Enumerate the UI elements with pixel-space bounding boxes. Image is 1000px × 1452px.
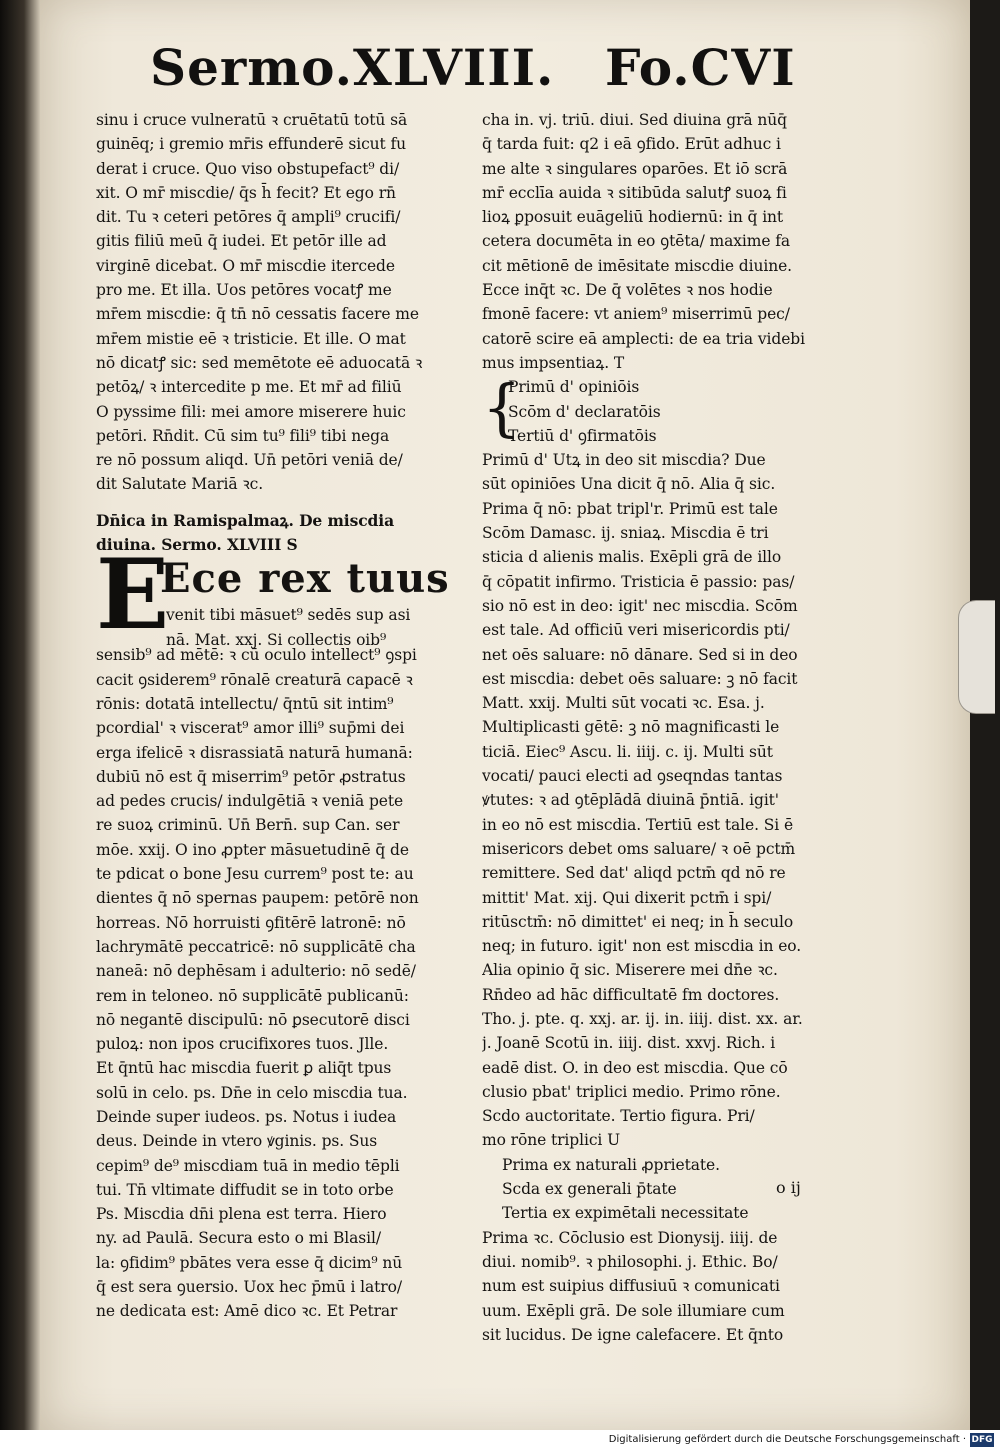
text-line: remittere. Sed dat' aliqd pctm̄ qd nō re xyxy=(482,864,786,883)
reason-item: Tertia ex expimētali necessitate xyxy=(502,1204,749,1223)
text-line: cetera documēta in eo ꝯtēta/ maxime fa xyxy=(482,232,791,251)
division-list xyxy=(482,371,872,448)
text-line: catorē scire eā amplecti: de ea tria videbi xyxy=(482,329,805,348)
text-line: mr̄em mistie eē ꝛ tristicie. Et ille. O mat xyxy=(96,329,406,348)
text-line: neq; in futuro. igit' non est miscdia in eo. xyxy=(482,937,802,956)
text-line: horreas. Nō horruisti ꝯfitērē latronē: nō xyxy=(96,913,406,932)
text-line: me alte ꝛ singulares oparōes. Et iō scrā xyxy=(482,159,788,178)
text-line: dubiū nō est q̄ miserrim⁹ petōr ꝓstratus xyxy=(96,767,406,786)
text-line: Multiplicasti gētē: ꝫ nō magnificasti le xyxy=(482,718,780,737)
right-column-closing-text xyxy=(482,1226,872,1347)
text-line: diui. nomib⁹. ꝛ philosophi. j. Ethic. Bo/ xyxy=(482,1252,778,1271)
binding-edge xyxy=(0,0,40,1430)
text-line: Alia opinio q̄ sic. Miserere mei dn̄e ꝛc. xyxy=(482,961,778,980)
left-text-column xyxy=(96,108,474,1324)
text-line: Tho. j. pte. q. xxj. ar. ij. in. iiij. dist. xx. ar. xyxy=(482,1009,803,1028)
text-line: sio nō est in deo: igit' nec miscdia. Scōm xyxy=(482,596,798,615)
catchword-signature: o ij xyxy=(776,1178,801,1197)
text-line: cepim⁹ de⁹ miscdiam tuā in medio tēpli xyxy=(96,1156,400,1175)
text-line: est miscdia: debet oēs saluare: ꝫ nō facit xyxy=(482,669,798,688)
text-line: te pdicat o bone Jesu currem⁹ post te: au xyxy=(96,865,414,884)
text-line: lioꝝ ꝑposuit euāgeliū hodiernū: in q̄ int xyxy=(482,208,784,227)
text-line: net oēs saluare: nō dānare. Sed si in deo xyxy=(482,645,798,664)
text-line: erga ifelicē ꝛ disrassiatā naturā humanā: xyxy=(96,743,413,762)
text-line: mus impsentiaꝝ. T xyxy=(482,353,625,372)
incipit-large-text: Ece rex tuus xyxy=(160,555,450,603)
text-line: ticiā. Eiec⁹ Ascu. li. iiij. c. ij. Multi sūt xyxy=(482,742,773,761)
left-column-top-text xyxy=(96,108,474,497)
heading-line: diuina. Sermo. XLVIII S xyxy=(96,535,298,555)
division-items xyxy=(508,375,872,448)
text-line: gitis filiū meū q̄ iudei. Et petōr ille ad xyxy=(96,232,387,251)
text-line: dit. Tu ꝛ ceteri petōres q̄ ampli⁹ crucifi/ xyxy=(96,208,401,227)
footer-credit: Digitalisierung gefördert durch die Deutsche Forschungsgemeinschaft · xyxy=(608,1434,966,1445)
text-line: uum. Exēpli grā. De sole illumiare cum xyxy=(482,1301,785,1320)
text-line: q̄ tarda fuit: q2 i eā ꝯfido. Erūt adhuc i xyxy=(482,135,781,154)
text-line: ritūsctm̄: nō dimittet' ei neq; in h̄ seculo xyxy=(482,912,794,931)
text-line: Ps. Miscdia dn̄i plena est terra. Hiero xyxy=(96,1205,387,1224)
text-line: petōri. Rn̄dit. Cū sim tu⁹ fili⁹ tibi nega xyxy=(96,426,390,445)
text-line: mo rōne triplici U xyxy=(482,1131,621,1150)
text-line: ꝟtutes: ꝛ ad ꝯtēplādā diuinā p̄ntiā. igit' xyxy=(482,791,779,810)
text-line: naneā: nō dephēsam i adulterio: nō sedē/ xyxy=(96,962,416,981)
text-line: nō negantē discipulū: nō ꝑsecutorē disci xyxy=(96,1010,410,1029)
text-line: petōꝝ/ ꝛ intercedite p me. Et mr̄ ad filiū xyxy=(96,378,402,397)
text-line: clusio pbat' triplici medio. Primo rōne. xyxy=(482,1082,781,1101)
text-line: lachrymātē peccatricē: nō supplicātē cha xyxy=(96,937,416,956)
text-line: sticia d alienis malis. Exēpli grā de illo xyxy=(482,548,782,567)
text-line: Matt. xxij. Multi sūt vocati ꝛc. Esa. j. xyxy=(482,694,765,713)
text-line: Deinde super iudeos. ps. Notus i iudea xyxy=(96,1107,397,1126)
text-line: xit. O mr̄ miscdie/ q̄s h̄ fecit? Et ego rn̄ xyxy=(96,183,396,202)
text-line: solū in celo. ps. Dn̄e in celo miscdia tua. xyxy=(96,1083,408,1102)
division-item: Primū d' opiniōis xyxy=(508,378,640,397)
left-column-body-text xyxy=(96,643,474,1323)
text-line: num est suipius diffusiuū ꝛ comunicati xyxy=(482,1277,780,1296)
text-line: est tale. Ad officiū veri misericordis pti/ xyxy=(482,621,790,640)
running-header xyxy=(150,38,850,98)
reasons-list xyxy=(482,1153,872,1226)
right-column-body-text xyxy=(482,448,872,1153)
text-line: re nō possum aliqd. Un̄ petōri veniā de/ xyxy=(96,451,403,470)
header-sermon-number: Sermo.XLVIII. xyxy=(150,38,555,97)
right-column-top-text xyxy=(482,108,872,375)
digitization-footer xyxy=(0,1430,1000,1452)
text-line: fmonē facere: vt aniem⁹ miserrimū pec/ xyxy=(482,305,790,324)
text-line: Prima q̄ nō: pbat tripl'r. Primū est tale xyxy=(482,499,778,518)
text-line: Prima ꝛc. Cōclusio est Dionysij. iiij. de xyxy=(482,1228,778,1247)
text-line: nā. Mat. xxj. Si collectis oib⁹ xyxy=(166,630,387,649)
text-line: O pyssime fili: mei amore miserere huic xyxy=(96,402,406,421)
reason-item: Prima ex naturali ꝓprietate. xyxy=(502,1155,720,1174)
text-line: re suoꝝ criminū. Un̄ Bern̄. sup Can. ser xyxy=(96,816,400,835)
brace-symbol: { xyxy=(482,371,522,445)
text-line: Rn̄deo ad hāc difficultatē fm doctores. xyxy=(482,985,780,1004)
reason-item: Scda ex generali p̄tate xyxy=(502,1180,677,1199)
text-line: cha in. vj. triū. diui. Sed diuina grā nūq̄ xyxy=(482,111,787,129)
text-line: tui. Tn̄ vltimate diffudit se in toto orbe xyxy=(96,1180,394,1199)
text-line: rōnis: dotatā intellectu/ q̄ntū sit intim⁹ xyxy=(96,694,394,713)
text-line: la: ꝯfidim⁹ pbātes vera esse q̄ dicim⁹ nū xyxy=(96,1253,403,1272)
text-line: virginē dicebat. O mr̄ miscdie itercede xyxy=(96,256,395,275)
text-line: q̄ est sera ꝯuersio. Uox hec p̄mū i latro/ xyxy=(96,1278,402,1297)
text-line: mr̄ ecclīa auida ꝛ sitibūda salutꝭ suoꝝ fi xyxy=(482,183,787,202)
text-line: ne dedicata est: Amē dico ꝛc. Et Petrar xyxy=(96,1302,398,1321)
decorated-initial: E xyxy=(96,538,170,652)
text-line: sinu i cruce vulneratū ꝛ cruētatū totū sā xyxy=(96,111,408,129)
incipit-continuation xyxy=(166,603,410,652)
text-line: mr̄em miscdie: q̄ tn̄ nō cessatis facere me xyxy=(96,305,419,324)
text-line: sensib⁹ ad mētē: ꝛ cū oculo intellect⁹ ꝯspi xyxy=(96,646,417,665)
text-line: Scōm Damasc. ij. sniaꝝ. Miscdia ē tri xyxy=(482,524,769,543)
text-line: rem in teloneo. nō supplicātē publicanū: xyxy=(96,986,409,1005)
text-line: guinēq; i gremio mr̄is effunderē sicut fu xyxy=(96,135,407,154)
dfg-logo: DFG xyxy=(971,1435,993,1445)
text-line: puloꝝ: non ipos crucifixores tuos. Jlle. xyxy=(96,1035,389,1054)
division-item: Scōm d' declaratōis xyxy=(508,402,661,421)
text-line: in eo nō est miscdia. Tertiū est tale. Si ē xyxy=(482,815,794,834)
text-line: Scdo auctoritate. Tertio figura. Pri/ xyxy=(482,1107,755,1126)
text-line: pro me. Et illa. Uos petōres vocatꝭ me xyxy=(96,281,392,300)
text-line: sūt opiniōes Una dicit q̄ nō. Alia q̄ sic. xyxy=(482,475,776,494)
text-line: nō dicatꝭ sic: sed memētote eē aduocatā ꝛ xyxy=(96,353,423,372)
text-line: eadē dist. O. in deo est miscdia. Que cō xyxy=(482,1058,788,1077)
page-tab-marker xyxy=(958,600,995,714)
text-line: pcordial' ꝛ viscerat⁹ amor illi⁹ sup̄mi dei xyxy=(96,719,405,738)
text-line: cacit ꝯsiderem⁹ rōnalē creaturā capacē ꝛ xyxy=(96,670,413,689)
text-line: mittit' Mat. xij. Qui dixerit pctm̄ i spi/ xyxy=(482,888,772,907)
text-line: q̄ cōpatit infirmo. Tristicia ē passio: pas/ xyxy=(482,572,795,591)
text-line: j. Joanē Scotū in. iiij. dist. xxvj. Rich. i xyxy=(482,1034,776,1053)
text-line: Ecce inq̄t ꝛc. De q̄ volētes ꝛ nos hodie xyxy=(482,281,773,300)
text-line: derat i cruce. Quo viso obstupefact⁹ di/ xyxy=(96,159,400,178)
text-line: dit Salutate Mariā ꝛc. xyxy=(96,475,264,494)
text-line: mōe. xxij. O ino ꝓpter māsuetudinē q̄ de xyxy=(96,840,409,859)
text-line: ad pedes crucis/ indulgētiā ꝛ veniā pete xyxy=(96,792,404,811)
text-line: ny. ad Paulā. Secura esto o mi Blasil/ xyxy=(96,1229,382,1248)
header-folio-number: Fo.CVI xyxy=(605,38,796,97)
division-item: Tertiū d' ꝯfirmatōis xyxy=(508,426,657,445)
heading-line: Dn̄ica in Ramispalmaꝝ. De miscdia xyxy=(96,510,395,530)
text-line: deus. Deinde in vtero ꝟginis. ps. Sus xyxy=(96,1132,378,1151)
text-line: cit mētionē de imēsitate miscdie diuine. xyxy=(482,256,792,275)
right-text-column xyxy=(482,108,872,1347)
text-line: Primū d' Utꝝ in deo sit miscdia? Due xyxy=(482,451,766,470)
text-line: dientes q̄ nō spernas paupem: petōrē non xyxy=(96,889,419,908)
text-line: Et q̄ntū hac miscdia fuerit ꝑ aliq̄t tpus xyxy=(96,1059,392,1078)
text-line: venit tibi māsuet⁹ sedēs sup asi xyxy=(166,606,411,625)
text-line: sit lucidus. De igne calefacere. Et q̄nto xyxy=(482,1325,784,1344)
text-line: vocati/ pauci electi ad ꝯseqndas tantas xyxy=(482,767,783,786)
text-line: misericors debet oms saluare/ ꝛ oē pctm̄ xyxy=(482,839,796,858)
